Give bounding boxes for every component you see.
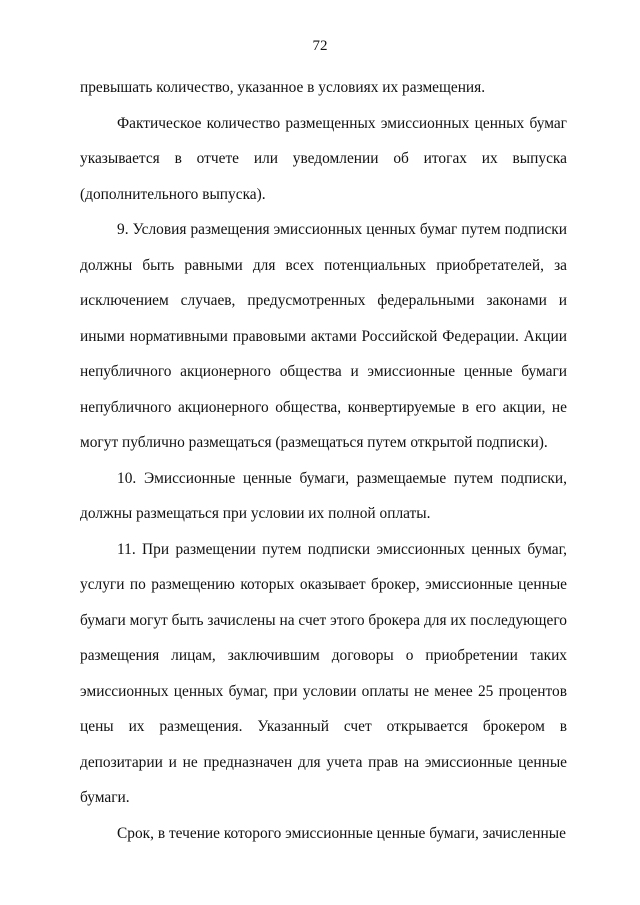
paragraph-item-9: 9. Условия размещения эмиссионных ценных бумаг путем подписки должны быть равными для всех потенциальных приобретателей, за исключением случаев, предусмотренных федеральными законами и иными нормативными правовыми актами Российской Федерации. Акции непубличного акционерного общества и эмиссионные ценные бумаги непубличного акционерного общества, конвертируемые в его акции, не могут публично размещаться (размещаться путем открытой подписки). [80, 221, 567, 451]
paragraph-term: Срок, в течение которого эмиссионные ценные бумаги, зачисленные [117, 824, 566, 842]
paragraph-item-11: 11. При размещении путем подписки эмиссионных ценных бумаг, услуги по размещению которых оказывает брокер, эмиссионные ценные бумаги могут быть зачислены на счет этого брокера для их последующего размещения лицам, заключившим договоры о приобретении таких эмиссионных ценных бумаг, при условии оплаты не менее 25 процентов цены их размещения. Указанный счет открывается брокером в депозитарии и не предназначен для учета прав на эмиссионные ценные бумаги. [80, 540, 567, 806]
paragraph-actual-quantity: Фактическое количество размещенных эмиссионных ценных бумаг указывается в отчете или уведомлении об итогах их выпуска (дополнительного выпуска). [80, 114, 567, 203]
document-body [80, 70, 567, 851]
paragraph-continuation: превышать количество, указанное в условиях их размещения. [80, 79, 486, 96]
page-number: 72 [312, 38, 328, 54]
paragraph-item-10: 10. Эмиссионные ценные бумаги, размещаемые путем подписки, должны размещаться при условии их полной оплаты. [80, 469, 567, 522]
